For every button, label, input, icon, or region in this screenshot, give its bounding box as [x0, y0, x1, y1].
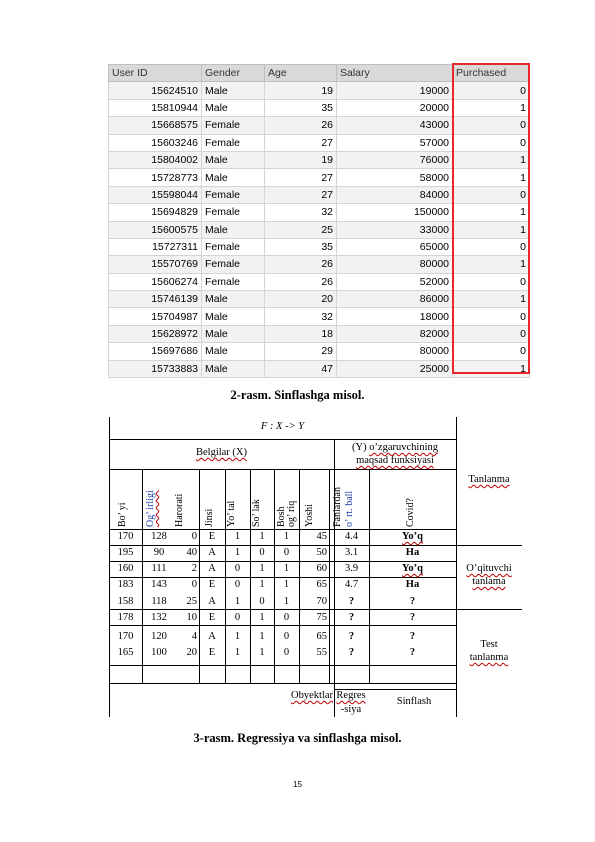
column-harorati: Harorati: [174, 493, 185, 527]
fig2-cell: 0: [283, 547, 290, 558]
target-label-word: o’zgaruvchining: [369, 442, 438, 453]
table-row: [109, 308, 530, 325]
fig2-cell: 40: [186, 547, 197, 558]
purchase-data-table: [108, 64, 530, 378]
fig2-cell: 65: [316, 579, 327, 590]
cell-age: 26: [265, 256, 337, 273]
fig2-cell: 0: [234, 563, 241, 574]
cell-age: 26: [265, 273, 337, 290]
cell-gender: Male: [202, 291, 265, 308]
cell-salary: 18000: [337, 308, 453, 325]
column-bosh: Bosh: [276, 506, 287, 527]
fig2-cell: A: [208, 547, 216, 558]
cell-age: 35: [265, 238, 337, 255]
regression-classification-table: [109, 417, 522, 717]
cell-user-id: 15746139: [109, 291, 202, 308]
fig2-cell: 1: [259, 563, 265, 574]
side-label-tanlanma: Tanlanma: [468, 474, 510, 485]
cell-purchased: 1: [453, 169, 530, 186]
cell-age: 19: [265, 82, 337, 99]
cell-age: 18: [265, 325, 337, 342]
fig2-cell: 1: [234, 596, 241, 607]
cell-purchased: 1: [453, 99, 530, 116]
cell-user-id: 15704987: [109, 308, 202, 325]
cell-gender: Female: [202, 117, 265, 134]
fig2-cell: 0: [259, 596, 265, 607]
column-solak: So’ lak: [251, 499, 262, 527]
table-row: [109, 204, 530, 221]
cell-salary: 52000: [337, 273, 453, 290]
cell-user-id: 15694829: [109, 204, 202, 221]
side-label-tanlama: tanlama: [472, 576, 506, 587]
cell-age: 19: [265, 151, 337, 168]
fig2-cell: 170: [117, 531, 134, 542]
features-label: Belgilar (X): [195, 447, 248, 458]
cell-gender: Female: [202, 256, 265, 273]
cell-purchased: 1: [453, 151, 530, 168]
cell-salary: 76000: [337, 151, 453, 168]
column-fanlardan: Fanlardan: [332, 487, 343, 527]
fig2-cell: 0: [234, 579, 241, 590]
cell-user-id: 15728773: [109, 169, 202, 186]
bottom-label-siya: -siya: [340, 704, 362, 715]
cell-user-id: 15598044: [109, 186, 202, 203]
fig2-cell: 170: [117, 631, 134, 642]
cell-age: 29: [265, 343, 337, 360]
fig2-cell: 10: [186, 612, 197, 623]
cell-user-id: 15697686: [109, 343, 202, 360]
fig2-cell: 55: [316, 647, 327, 658]
fig2-cell: 0: [283, 647, 290, 658]
cell-age: 27: [265, 134, 337, 151]
side-label-tanlanma-test: tanlanma: [469, 652, 509, 663]
cell-salary: 20000: [337, 99, 453, 116]
target-label-line-1: [334, 443, 456, 454]
cell-gender: Male: [202, 325, 265, 342]
cell-purchased: 0: [453, 343, 530, 360]
table-row: [109, 256, 530, 273]
cell-gender: Female: [202, 238, 265, 255]
fig2-cell: E: [208, 579, 216, 590]
fig2-cell: 1: [259, 531, 265, 542]
fig2-cell: Yo’q: [401, 531, 423, 542]
fig2-cell: A: [208, 631, 216, 642]
cell-user-id: 15628972: [109, 325, 202, 342]
fig2-cell: 2: [191, 563, 197, 574]
cell-salary: 84000: [337, 186, 453, 203]
column-header-user-id: User ID: [109, 65, 202, 82]
table-row: [109, 134, 530, 151]
fig2-cell: E: [208, 531, 216, 542]
cell-age: 25: [265, 221, 337, 238]
fig2-cell: 183: [117, 579, 134, 590]
figure-2-caption: 2-rasm. Sinflashga misol.: [230, 388, 365, 402]
column-covid: Covid?: [405, 498, 416, 527]
fig2-cell: 120: [151, 631, 167, 642]
column-bo-yi: Bo’ yi: [117, 502, 128, 527]
fig2-cell: 3.9: [344, 563, 359, 574]
side-label-test: Test: [480, 639, 498, 650]
cell-user-id: 15668575: [109, 117, 202, 134]
cell-purchased: 1: [453, 360, 530, 377]
fig2-cell: 75: [316, 612, 327, 623]
fig2-cell: ?: [409, 596, 416, 607]
fig2-cell: ?: [348, 612, 355, 623]
bottom-label-sinflash: Sinflash: [396, 696, 432, 707]
cell-user-id: 15624510: [109, 82, 202, 99]
cell-age: 20: [265, 291, 337, 308]
cell-salary: 33000: [337, 221, 453, 238]
cell-purchased: 0: [453, 134, 530, 151]
fig2-cell: 4.4: [344, 531, 359, 542]
fig2-cell: ?: [348, 596, 355, 607]
figure-3-caption: 3-rasm. Regressiya va sinflashga misol.: [193, 731, 402, 745]
fig2-cell: 1: [234, 531, 241, 542]
fig2-cell: ?: [409, 612, 416, 623]
cell-purchased: 1: [453, 256, 530, 273]
fig2-cell: 0: [283, 631, 290, 642]
cell-purchased: 0: [453, 273, 530, 290]
cell-salary: 82000: [337, 325, 453, 342]
cell-gender: Male: [202, 221, 265, 238]
fig2-cell: 1: [259, 579, 265, 590]
fig2-cell: 178: [117, 612, 134, 623]
cell-salary: 58000: [337, 169, 453, 186]
fig2-cell: A: [208, 563, 216, 574]
table-row: [109, 238, 530, 255]
table-row: [109, 151, 530, 168]
fig2-cell: 1: [259, 631, 265, 642]
fig2-cell: 4.7: [344, 579, 359, 590]
fig2-cell: 1: [283, 579, 290, 590]
target-label-line-2: maqsad funksiyasi: [356, 455, 434, 466]
cell-gender: Male: [202, 343, 265, 360]
fig2-cell: 1: [259, 612, 265, 623]
target-label-prefix: (Y): [351, 442, 370, 453]
cell-age: 47: [265, 360, 337, 377]
cell-gender: Male: [202, 360, 265, 377]
cell-gender: Female: [202, 273, 265, 290]
fig2-cell: 0: [234, 612, 241, 623]
column-ortball: o’ rt. ball: [344, 490, 355, 527]
fig2-cell: 132: [151, 612, 167, 623]
cell-purchased: 0: [453, 325, 530, 342]
bottom-label-regres: Regres: [336, 690, 366, 701]
table-row: [109, 325, 530, 342]
fig2-cell: ?: [409, 631, 416, 642]
table-row: [109, 117, 530, 134]
fig2-cell: 70: [316, 596, 327, 607]
fig2-cell: E: [208, 612, 216, 623]
fig2-cell: 60: [316, 563, 327, 574]
fig2-cell: 90: [153, 547, 165, 558]
column-ogriq: og’ riq: [286, 500, 297, 527]
cell-user-id: 15600575: [109, 221, 202, 238]
column-header-salary: Salary: [337, 65, 453, 82]
bottom-label-obyektlar: Obyektlar: [291, 690, 333, 701]
fig2-cell: 1: [283, 563, 290, 574]
cell-age: 32: [265, 204, 337, 221]
cell-user-id: 15804002: [109, 151, 202, 168]
cell-purchased: 1: [453, 204, 530, 221]
table-header-row: [109, 65, 530, 82]
fig2-cell: Yo’q: [401, 563, 423, 574]
cell-salary: 25000: [337, 360, 453, 377]
fig2-cell: ?: [348, 647, 355, 658]
fig2-cell: ?: [348, 631, 355, 642]
fig2-cell: Ha: [405, 547, 420, 558]
fig2-cell: 45: [316, 531, 327, 542]
cell-purchased: 0: [453, 117, 530, 134]
fig2-cell: Ha: [405, 579, 420, 590]
fig2-cell: 195: [117, 547, 134, 558]
cell-salary: 80000: [337, 343, 453, 360]
cell-salary: 43000: [337, 117, 453, 134]
cell-user-id: 15727311: [109, 238, 202, 255]
cell-gender: Male: [202, 151, 265, 168]
cell-user-id: 15603246: [109, 134, 202, 151]
cell-age: 27: [265, 186, 337, 203]
cell-gender: Male: [202, 99, 265, 116]
cell-salary: 150000: [337, 204, 453, 221]
cell-gender: Male: [202, 308, 265, 325]
fig2-cell: 65: [316, 631, 327, 642]
cell-salary: 57000: [337, 134, 453, 151]
cell-purchased: 1: [453, 221, 530, 238]
cell-salary: 80000: [337, 256, 453, 273]
cell-salary: 65000: [337, 238, 453, 255]
cell-purchased: 0: [453, 308, 530, 325]
fig2-cell: 100: [151, 647, 167, 658]
fig2-cell: 1: [234, 547, 241, 558]
fig2-cell: 1: [234, 631, 241, 642]
fig2-cell: 118: [151, 596, 167, 607]
formula: F : X -> Y: [260, 421, 305, 432]
fig2-cell: 4: [191, 631, 197, 642]
fig2-cell: 1: [234, 647, 241, 658]
table-row: [109, 291, 530, 308]
column-header-gender: Gender: [202, 65, 265, 82]
side-label-oqituvchi: O’qituvchi: [466, 563, 512, 574]
fig2-cell: ?: [409, 647, 416, 658]
fig2-cell: A: [208, 596, 216, 607]
column-yoshi: Yoshi: [304, 504, 315, 527]
fig2-cell: 3.1: [344, 547, 359, 558]
cell-purchased: 0: [453, 238, 530, 255]
table-row: [109, 273, 530, 290]
fig2-cell: 25: [186, 596, 197, 607]
column-header-purchased: Purchased: [453, 65, 530, 82]
table-row: [109, 360, 530, 377]
column-header-age: Age: [265, 65, 337, 82]
table-row: [109, 186, 530, 203]
table-row: [109, 343, 530, 360]
cell-age: 27: [265, 169, 337, 186]
fig2-cell: 1: [283, 531, 290, 542]
fig2-cell: 0: [283, 612, 290, 623]
table-row: [109, 99, 530, 116]
cell-purchased: 0: [453, 186, 530, 203]
fig2-cell: E: [208, 647, 216, 658]
table-row: [109, 221, 530, 238]
cell-gender: Female: [202, 204, 265, 221]
page-number: 15: [293, 780, 302, 789]
cell-salary: 19000: [337, 82, 453, 99]
cell-gender: Female: [202, 186, 265, 203]
cell-user-id: 15733883: [109, 360, 202, 377]
fig2-cell: 1: [283, 596, 290, 607]
fig2-cell: 128: [151, 531, 167, 542]
cell-gender: Male: [202, 169, 265, 186]
fig2-cell: 0: [191, 579, 197, 590]
fig2-cell: 143: [151, 579, 167, 590]
fig2-cell: 165: [117, 647, 134, 658]
cell-age: 26: [265, 117, 337, 134]
cell-salary: 86000: [337, 291, 453, 308]
cell-user-id: 15570769: [109, 256, 202, 273]
cell-age: 32: [265, 308, 337, 325]
cell-gender: Male: [202, 82, 265, 99]
fig2-cell: 20: [186, 647, 197, 658]
fig2-cell: 1: [259, 647, 265, 658]
column-jinsi: Jinsi: [204, 508, 215, 527]
cell-purchased: 1: [453, 291, 530, 308]
fig2-cell: 160: [117, 563, 134, 574]
cell-age: 35: [265, 99, 337, 116]
fig2-cell: 0: [191, 531, 197, 542]
cell-user-id: 15810944: [109, 99, 202, 116]
fig2-cell: 0: [259, 547, 265, 558]
table-row: [109, 82, 530, 99]
cell-purchased: 0: [453, 82, 530, 99]
fig2-cell: 111: [151, 563, 167, 574]
table-row: [109, 169, 530, 186]
fig2-cell: 50: [316, 547, 327, 558]
cell-user-id: 15606274: [109, 273, 202, 290]
fig2-cell: 158: [117, 596, 134, 607]
column-ogirligi: Og’ irligi: [145, 490, 156, 527]
cell-gender: Female: [202, 134, 265, 151]
column-yotal: Yo’ tal: [226, 500, 237, 527]
